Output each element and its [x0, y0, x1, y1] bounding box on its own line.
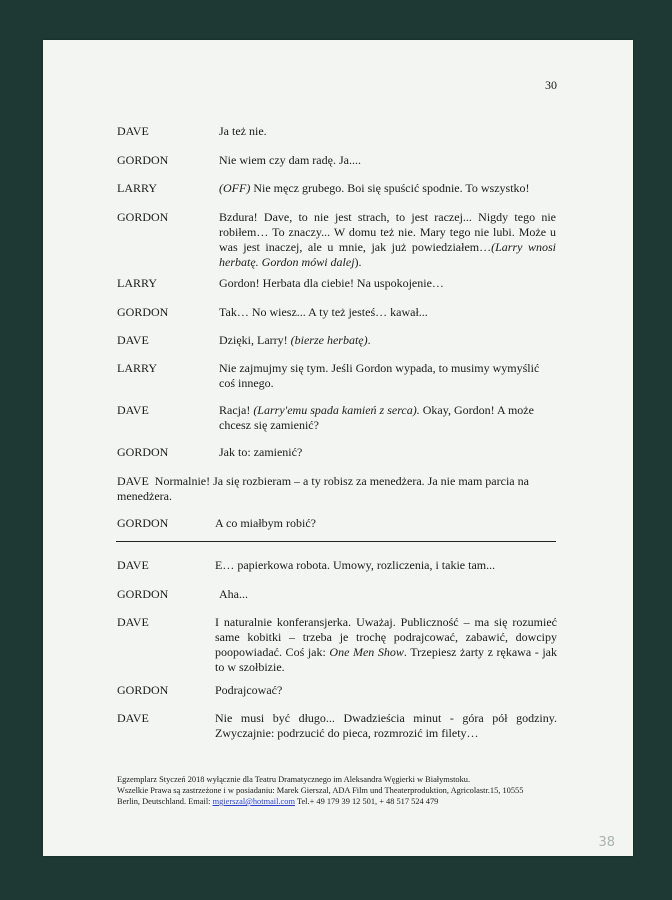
footer-line: Egzemplarz Styczeń 2018 wyłącznie dla Teatru Dramatycznego im Aleksandra Węgierki w Białymstoku. [117, 775, 471, 784]
stage-direction: (bierze herbatę) [290, 333, 368, 347]
footer-line: Berlin, Deutschland. Email: mgierszal@hotmail.com Tel.+ 49 179 39 12 501, + 48 517 524 479 [117, 797, 439, 806]
dialogue-text: Nie musi być długo... Dwadzieścia minut - góra pół godziny. Zwyczajnie: podrzucić do pieca, rozmrozić im filety… [215, 711, 557, 740]
dialogue-text: Nie zajmujmy się tym. Jeśli Gordon wypada, to musimy wymyślić coś innego. [219, 361, 540, 390]
speaker-name: DAVE [117, 474, 149, 488]
dialogue-text: Tak… No wiesz... A ty też jesteś… kawał... [219, 305, 428, 319]
page-number: 30 [545, 78, 557, 92]
speaker-name: GORDON [117, 445, 169, 459]
dialogue-text: I naturalnie konferansjerka. Uważaj. Publiczność – ma się rozumieć same kobitki – trzeba je trochę podrajcować, zabawić, dowcipy poopowiadać. Coś jak: One Men Show. Trzepiesz żarty z rękawa - jak to w szołbizie. [215, 615, 557, 674]
speaker-name: GORDON [117, 516, 169, 530]
dialogue-text: Gordon! Herbata dla ciebie! Na uspokojenie… [219, 276, 444, 290]
email-link[interactable]: mgierszal@hotmail.com [212, 797, 295, 806]
footer-notice [117, 774, 557, 807]
speaker-name: LARRY [117, 276, 158, 290]
speaker-name: DAVE [117, 711, 149, 725]
speaker-name: GORDON [117, 683, 169, 697]
speaker-name: GORDON [117, 210, 169, 224]
speaker-name: LARRY [117, 361, 158, 375]
speaker-name: GORDON [117, 305, 169, 319]
footer-line: Wszelkie Prawa są zastrzeżone i w posiadaniu: Marek Gierszal, ADA Film und Theaterproduktion, Agricolastr.15, 10555 [117, 786, 524, 795]
dialogue-text: Racja! (Larry'emu spada kamień z serca). Okay, Gordon! A może chcesz się zamienić? [219, 403, 534, 432]
speaker-name: DAVE [117, 615, 149, 629]
speaker-name: DAVE [117, 558, 149, 572]
dialogue-text: A co miałbym robić? [215, 516, 316, 530]
dialogue-text: Nie wiem czy dam radę. Ja.... [219, 153, 361, 167]
speaker-name: GORDON [117, 587, 169, 601]
speaker-name: LARRY [117, 181, 158, 195]
stage-direction: (Larry'emu spada kamień z serca). [253, 403, 420, 417]
stage-direction: (Larry wnosi herbatę. Gordon mówi dalej [219, 240, 557, 269]
dialogue-text: Podrajcować? [215, 683, 283, 697]
speaker-name: DAVE [117, 124, 149, 138]
dialogue-text: DAVE Normalnie! Ja się rozbieram – a ty robisz za menedżera. Ja nie mam parcia na menedżera. [117, 474, 529, 503]
speaker-name: DAVE [117, 403, 149, 417]
handwritten-page-mark: 38 [598, 835, 615, 850]
dialogue-text: E… papierkowa robota. Umowy, rozliczenia, i takie tam... [215, 558, 496, 572]
speaker-name: GORDON [117, 153, 169, 167]
speaker-name: DAVE [117, 333, 149, 347]
dialogue-text: Bzdura! Dave, to nie jest strach, to jest raczej... Nigdy tego nie robiłem… To znaczy... W domu też nie. Mary tego nie lubi. Może u was jest inaczej, ale u mnie, jak już powiedziałem…(Larry wnosi herbatę. Gordon mówi dalej). [219, 210, 557, 269]
stage-direction: One Men Show [329, 645, 404, 659]
dialogue-text: (OFF) Nie męcz grubego. Boi się spuścić spodnie. To wszystko! [219, 181, 530, 195]
dialogue-text: Jak to: zamienić? [219, 445, 303, 459]
stage-direction: (OFF) [219, 181, 251, 195]
dialogue-text: Aha... [219, 587, 248, 601]
dialogue-text: Ja też nie. [219, 124, 267, 138]
dialogue-text: Dzięki, Larry! (bierze herbatę). [219, 333, 371, 347]
divider-line [116, 541, 556, 542]
script-page [43, 40, 633, 856]
